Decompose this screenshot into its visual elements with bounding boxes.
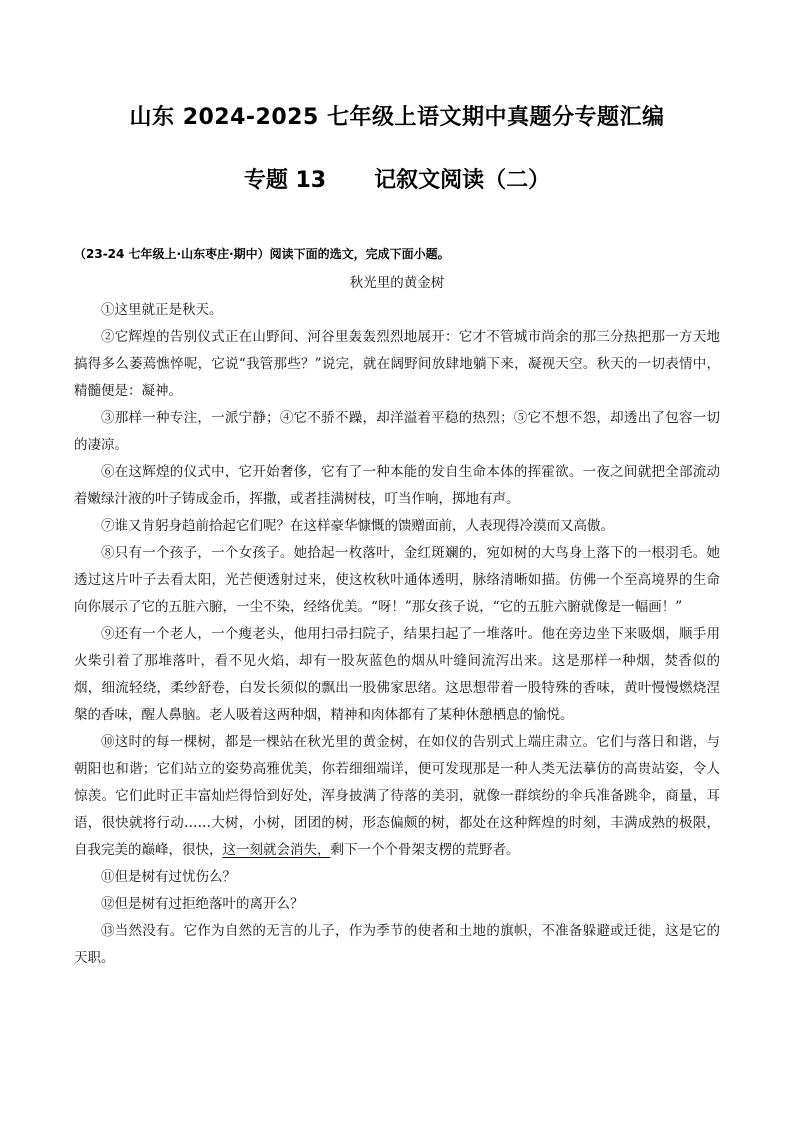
paragraph-6: ⑧只有一个孩子，一个女孩子。她拾起一枚落叶，金红斑斓的，宛如树的大鸟身上落下的一根羽毛。她透过这片叶子去看太阳，光芒便透射过来，使这枚秋叶通体透明，脉络清晰如描。仿佛一个至高境界的生命向你展示了它的五脏六腑，一尘不染，经络优美。“呀！”那女孩子说，“它的五脏六腑就像是一幅画！” <box>74 545 720 615</box>
question-source-line: （23-24 七年级上·山东枣庄·期中）阅读下面的选文，完成下面小题。 <box>74 247 450 261</box>
article-body <box>74 297 720 972</box>
paragraph-3: ③那样一种专注，一派宁静；④它不骄不躁，却洋溢着平稳的热烈；⑤它不想不怨，却透出了包容一切的凄凉。 <box>74 410 720 453</box>
paragraph-8 <box>74 729 720 864</box>
paragraph-7: ⑨还有一个老人，一个瘦老头，他用扫帚扫院子，结果扫起了一堆落叶。他在旁边坐下来吸烟，顺手用火柴引着了那堆落叶，看不见火焰，却有一股灰蓝色的烟从叶缝间流泻出来。这是那样一种烟，焚香似的烟，细流轻绕，柔纱舒卷，白发长须似的飘出一股佛家思绪。这思想带着一股特殊的香味，黄叶慢慢燃烧涅槃的香味，醒人鼻脑。老人吸着这两种烟，精神和肉体都有了某种休憩栖息的愉悦。 <box>74 626 720 723</box>
paragraph-8-ending: 剩下一个个骨架支楞的荒野者。 <box>330 842 520 858</box>
paragraph-5: ⑦谁又肯躬身趋前拾起它们呢？在这样豪华慷慨的馈赠面前，人表现得冷漠而又高傲。 <box>101 518 614 534</box>
topic-name: 记叙文阅读（二） <box>374 168 551 193</box>
topic-number: 专题 13 <box>243 168 327 193</box>
underlined-sentence: 这一刻就会消失， <box>222 842 331 858</box>
paragraph-2: ②它辉煌的告别仪式正在山野间、河谷里轰轰烈烈地展开：它才不管城市尚余的那三分热把那一方天地搞得多么萎蔫憔悴呢，它说“我管那些？”说完，就在阔野间放肆地躺下来，凝视天空。秋天的一切表情中，精髓便是：凝神。 <box>74 329 720 399</box>
document-subtitle <box>0 166 794 196</box>
paragraph-1: ①这里就正是秋天。 <box>101 302 223 318</box>
document-title: 山东 2024-2025 七年级上语文期中真题分专题汇编 <box>129 105 665 130</box>
article-title: 秋光里的黄金树 <box>349 275 445 291</box>
paragraph-4: ⑥在这辉煌的仪式中，它开始奢侈，它有了一种本能的发自生命本体的挥霍欲。一夜之间就把全部流动着嫩绿汁液的叶子铸成金币，挥撒，或者挂满树枝，叮当作响，掷地有声。 <box>74 464 720 507</box>
paragraph-9: ⑪但是树有过忧伤么？ <box>101 869 236 885</box>
paragraph-11: ⑬当然没有。它作为自然的无言的儿子，作为季节的使者和土地的旗帜，不准备躲避或迁徙，这是它的天职。 <box>74 923 720 966</box>
paragraph-10: ⑫但是树有过拒绝落叶的离开么？ <box>101 896 304 912</box>
paragraph-8-text: ⑩这时的每一棵树，都是一棵站在秋光里的黄金树，在如仪的告别式上端庄肃立。它们与落日和谐，与朝阳也和谐；它们站立的姿势高雅优美，你若细细端详，便可发现那是一种人类无法摹仿的高贵站姿，令人惊羡。它们此时正丰富灿烂得恰到好处，浑身披满了待落的美羽，就像一群缤纷的伞兵准备跳伞，商量，耳语，很快就将行动……大树，小树，团团的树，形态偏颇的树，都处在这种辉煌的时刻，丰满成熟的极限，自我完美的巅峰，很快， <box>74 734 720 858</box>
